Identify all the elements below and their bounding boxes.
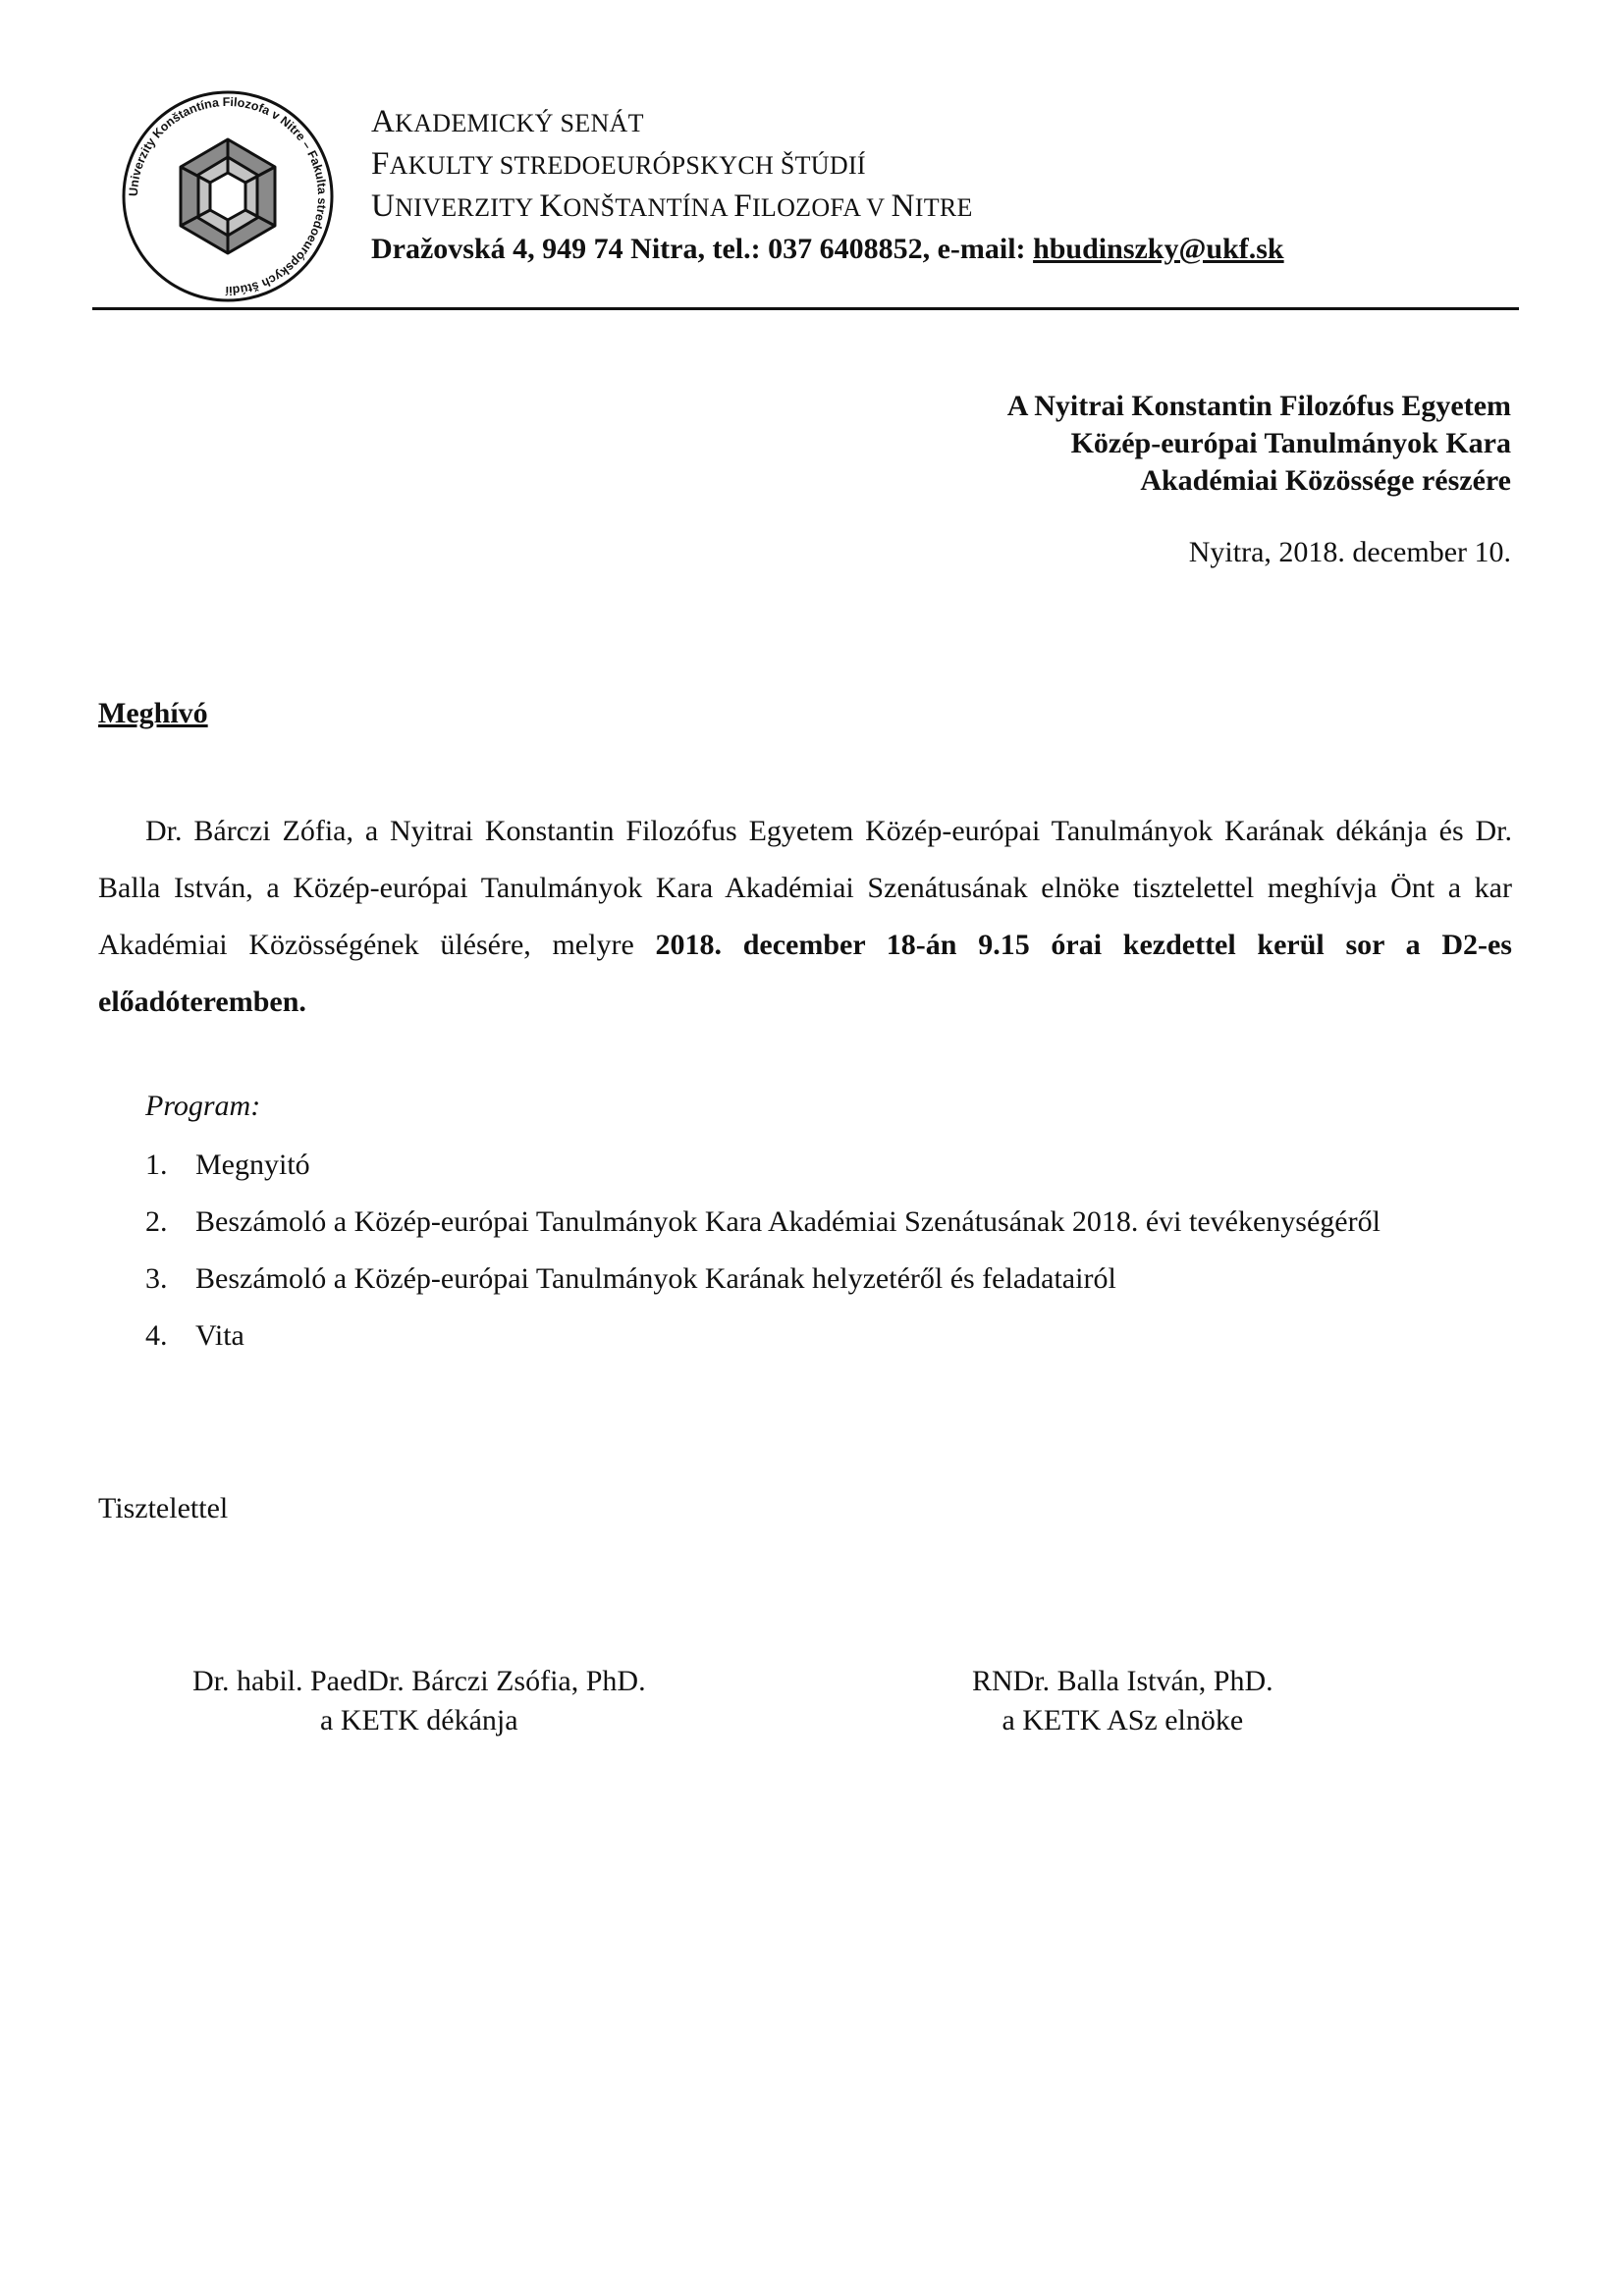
recipient-line: Közép-európai Tanulmányok Kara [1070, 427, 1511, 459]
list-item: 3. Beszámoló a Közép-európai Tanulmányok Karának helyzetéről és feladatairól [145, 1262, 1116, 1295]
letterhead-address: Dražovská 4, 949 74 Nitra, tel.: 037 6408852, e-mail: hbudinszky@ukf.sk [371, 233, 1284, 265]
faculty-seal-logo [120, 88, 336, 304]
letter-date: Nyitra, 2018. december 10. [1188, 536, 1511, 568]
closing-salutation: Tisztelettel [98, 1492, 229, 1524]
list-item: 4. Vita [145, 1319, 244, 1352]
email-link[interactable]: hbudinszky@ukf.sk [1033, 233, 1284, 265]
letterhead-senate: AKADEMICKÝ SENÁT [371, 104, 644, 139]
signature-senate-chair [972, 1662, 1273, 1740]
seal-ring-text: Univerzity Konštantína Filozofa v Nitre – Fakulta stredoeurópskych štúdií [126, 94, 330, 298]
recipient-line: A Nyitrai Konstantin Filozófus Egyetem [1006, 390, 1511, 422]
header-divider [92, 307, 1519, 310]
signature-dean [192, 1662, 646, 1740]
recipient-block [1007, 388, 1511, 500]
meeting-details: 2018. december 18-án 9.15 órai kezdettel kerül sor a D2-es előadóteremben. [98, 929, 1512, 1018]
list-item: 2. Beszámoló a Közép-európai Tanulmányok Kara Akadémiai Szenátusának 2018. évi tevékenységéről [145, 1205, 1380, 1238]
signatory-role: a KETK ASz elnöke [1001, 1704, 1244, 1736]
program-label: Program: [145, 1090, 261, 1122]
list-item: 1. Megnyitó [145, 1148, 310, 1181]
recipient-line: Akadémiai Közössége részére [1140, 464, 1511, 497]
letterhead-faculty: FAKULTY STREDOEURÓPSKYCH ŠTÚDIÍ [371, 146, 866, 182]
signatory-name: Dr. habil. PaedDr. Bárczi Zsófia, PhD. [192, 1665, 646, 1697]
signatory-name: RNDr. Balla István, PhD. [972, 1665, 1273, 1697]
invitation-paragraph: Dr. Bárczi Zófia, a Nyitrai Konstantin Filozófus Egyetem Közép-európai Tanulmányok Karának dékánja és Dr. Balla István, a Közép-európai Tanulmányok Kara Akadémiai Szenátusának elnöke tisztelettel meghívja Önt a kar Akadémiai Közösségének ülésére, melyre 2018. december 18-án 9.15 órai kezdettel kerül sor a D2-es előadóteremben. [98, 815, 1512, 1018]
letter-title: Meghívó [98, 697, 208, 729]
letterhead [371, 101, 973, 228]
signatory-role: a KETK dékánja [320, 1704, 518, 1736]
program-list [145, 1143, 1512, 1370]
letterhead-university: UNIVERZITY KONŠTANTÍNA FILOZOFA V NITRE [371, 188, 973, 224]
